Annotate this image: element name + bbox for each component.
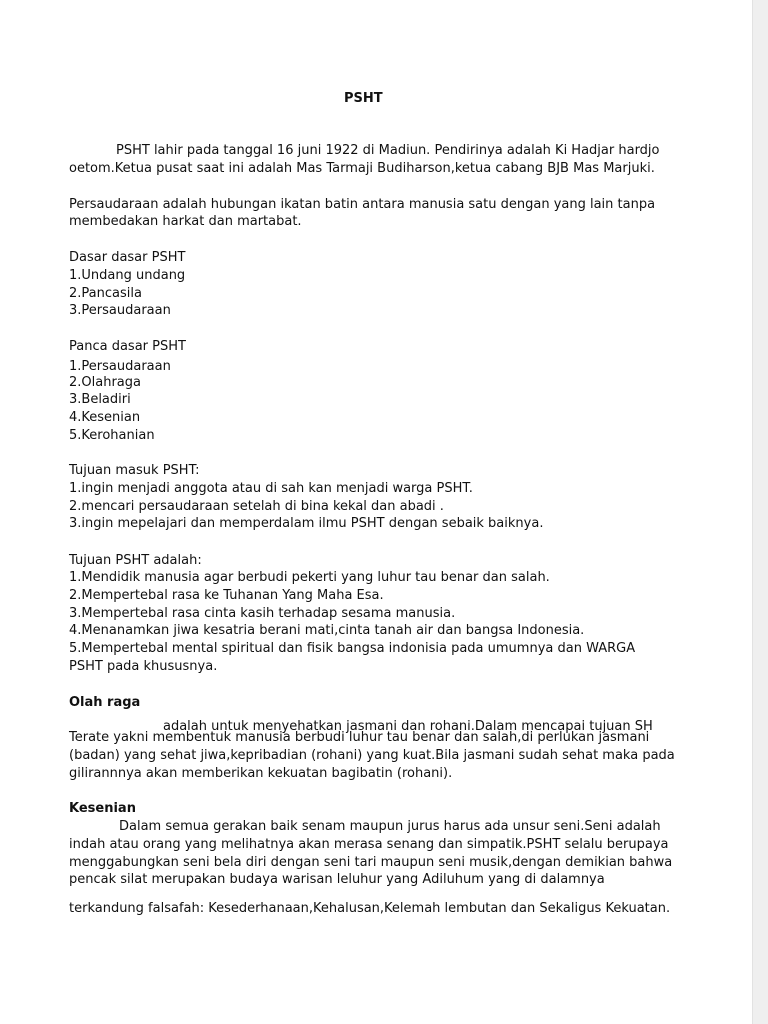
persaudaraan-line-1: Persaudaraan adalah hubungan ikatan batin antara manusia satu dengan yang lain tanpa: [69, 197, 656, 212]
kesenian-line: Dalam semua gerakan baik senam maupun jurus harus ada unsur seni.Seni adalah: [119, 819, 661, 834]
olahraga-overlap-line: adalah untuk menyehatkan jasmani dan rohani.Dalam mencapai tujuan SH: [163, 719, 653, 734]
olahraga-line: (badan) yang sehat jiwa,kepribadian (rohani) yang kuat.Bila jasmani sudah sehat maka pada: [69, 748, 675, 763]
panca-item: 5.Kerohanian: [69, 428, 155, 443]
panca-item: 4.Kesenian: [69, 410, 141, 425]
intro-line-2: oetom.Ketua pusat saat ini adalah Mas Tarmaji Budiharson,ketua cabang BJB Mas Marjuki.: [69, 161, 655, 176]
persaudaraan-line-2: membedakan harkat dan martabat.: [69, 214, 302, 229]
dasar-heading: Dasar dasar PSHT: [69, 250, 186, 265]
tujuan-psht-item: 2.Mempertebal rasa ke Tuhanan Yang Maha Esa.: [69, 588, 384, 603]
tujuan-psht-item: PSHT pada khususnya.: [69, 659, 218, 674]
kesenian-last-line: terkandung falsafah: Kesederhanaan,Kehalusan,Kelemah lembutan dan Sekaligus Kekuatan.: [69, 901, 671, 916]
dasar-item: 2.Pancasila: [69, 286, 142, 301]
kesenian-line: pencak silat merupakan budaya warisan leluhur yang Adiluhum yang di dalamnya: [69, 872, 605, 887]
kesenian-line: menggabungkan seni bela diri dengan seni tari maupun seni musik,dengan demikian bahwa: [69, 855, 673, 870]
olahraga-line: gilirannnya akan memberikan kekuatan bagibatin (rohani).: [69, 766, 453, 781]
tujuan-masuk-item: 2.mencari persaudaraan setelah di bina kekal dan abadi .: [69, 499, 444, 514]
tujuan-masuk-item: 3.ingin mepelajari dan memperdalam ilmu PSHT dengan sebaik baiknya.: [69, 516, 544, 531]
tujuan-psht-heading: Tujuan PSHT adalah:: [69, 553, 202, 568]
tujuan-psht-item: 1.Mendidik manusia agar berbudi pekerti yang luhur tau benar dan salah.: [69, 570, 550, 585]
tujuan-psht-item: 4.Menanamkan jiwa kesatria berani mati,cinta tanah air dan bangsa Indonesia.: [69, 623, 585, 638]
panca-item: 3.Beladiri: [69, 392, 131, 407]
olahraga-heading: Olah raga: [69, 695, 141, 710]
panca-heading: Panca dasar PSHT: [69, 339, 186, 354]
dasar-item: 1.Undang undang: [69, 268, 186, 283]
kesenian-heading: Kesenian: [69, 801, 136, 816]
panca-item: 1.Persaudaraan: [69, 359, 171, 374]
tujuan-psht-item: 5.Mempertebal mental spiritual dan fisik bangsa indonisia pada umumnya dan WARGA: [69, 641, 636, 656]
intro-line-1: PSHT lahir pada tanggal 16 juni 1922 di Madiun. Pendirinya adalah Ki Hadjar hardjo: [116, 143, 660, 158]
tujuan-masuk-heading: Tujuan masuk PSHT:: [69, 463, 200, 478]
panca-item: 2.Olahraga: [69, 375, 141, 390]
kesenian-line: indah atau orang yang melihatnya akan merasa senang dan simpatik.PSHT selalu berupaya: [69, 837, 669, 852]
tujuan-psht-item: 3.Mempertebal rasa cinta kasih terhadap sesama manusia.: [69, 606, 456, 621]
olahraga-line: Terate yakni membentuk manusia berbudi luhur tau benar dan salah,di perlukan jasmani: [69, 730, 650, 745]
tujuan-masuk-item: 1.ingin menjadi anggota atau di sah kan menjadi warga PSHT.: [69, 481, 473, 496]
page-edge: [752, 0, 768, 1024]
document-title: PSHT: [344, 91, 383, 106]
dasar-item: 3.Persaudaraan: [69, 303, 171, 318]
